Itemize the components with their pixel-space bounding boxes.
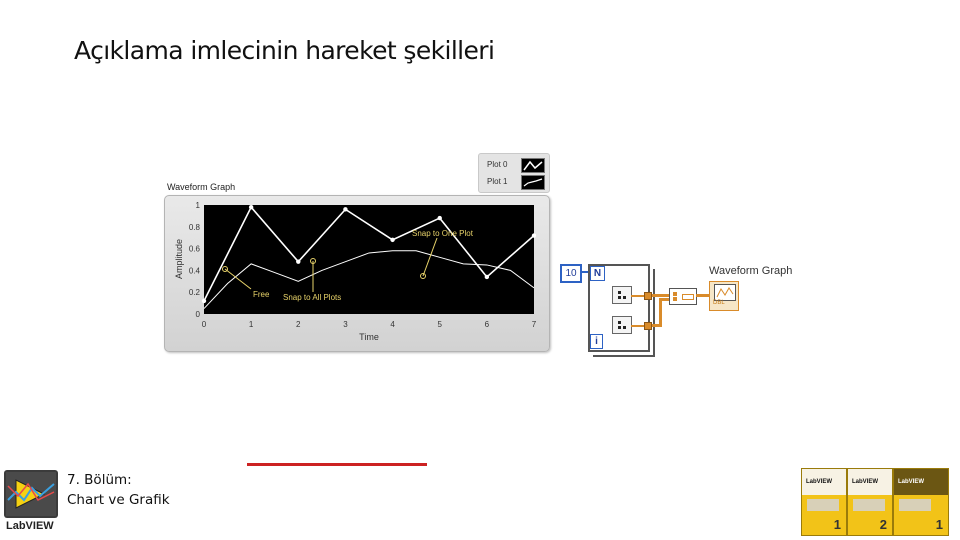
legend-row-plot0[interactable] [485,157,545,173]
labview-logo [4,470,58,534]
chapter-number: 7. Bölüm: [67,472,132,488]
waveform-graph-terminal[interactable] [709,281,739,311]
chapter-info [67,470,170,510]
data-point[interactable] [296,259,300,263]
book-number: 2 [879,517,887,532]
book-number: 1 [833,517,841,532]
x-tick-label: 2 [296,320,301,329]
array-wire[interactable] [659,298,669,301]
annotation-snap-all: Snap to All Plots [283,293,342,302]
book-cover[interactable] [893,468,949,536]
plot-legend[interactable] [478,153,550,193]
count-wire[interactable] [580,271,588,273]
y-axis-label: Amplitude [174,238,184,280]
random-number-icon[interactable] [612,316,632,334]
x-tick-label: 6 [484,320,490,329]
indicator-label: Waveform Graph [709,265,793,277]
x-tick-label: 3 [343,320,348,329]
x-tick-label: 5 [437,320,442,329]
plot0-swatch-icon[interactable] [521,158,545,173]
y-tick-label: 0.8 [188,222,200,232]
graph-label: Waveform Graph [167,182,236,192]
y-tick-label: 0.2 [188,288,200,298]
chapter-title: Chart ve Grafik [67,492,170,508]
y-tick-label: 0 [195,310,200,319]
legend-label-plot1: Plot 1 [487,177,508,186]
graph-wire[interactable] [696,294,709,297]
slide-title: Açıklama imlecinin hareket şekilleri [74,36,495,65]
count-terminal[interactable]: N [590,266,605,281]
logo-emblem-icon [4,470,58,518]
book-brand: LabVIEW [898,479,925,485]
output-tunnel[interactable] [644,292,652,300]
book-brand: LabVIEW [852,479,879,485]
x-tick-label: 0 [201,320,207,329]
x-axis-label: Time [359,332,379,342]
y-tick-label: 0.4 [188,266,200,276]
book-cover[interactable] [847,468,893,536]
plot1-swatch-icon[interactable] [521,175,545,190]
annotation-snap-one: Snap to One Plot [412,229,473,238]
data-point[interactable] [202,299,206,303]
data-point[interactable] [532,233,536,237]
data-point[interactable] [438,216,442,220]
legend-label-plot0: Plot 0 [487,160,508,169]
x-tick-label: 4 [390,320,395,329]
book-covers [801,468,948,534]
block-diagram [556,255,806,355]
indicator-type: DBL [713,300,725,306]
book-brand: LabVIEW [806,479,833,485]
data-point[interactable] [485,275,489,279]
data-point[interactable] [249,205,253,209]
iteration-terminal[interactable]: i [590,334,603,349]
data-point[interactable] [390,238,394,242]
book-number: 1 [935,517,943,532]
accent-divider [247,463,427,466]
annotation-free: Free [253,290,270,299]
array-wire[interactable] [652,294,669,297]
graph-svg[interactable] [165,196,549,351]
graph-screen-icon [714,284,736,301]
build-array-icon[interactable] [669,288,697,305]
x-tick-label: 1 [248,320,254,329]
y-tick-label: 1 [195,201,200,210]
output-tunnel[interactable] [644,322,652,330]
data-point[interactable] [343,207,347,211]
logo-text: LabVIEW [6,520,54,532]
waveform-graph[interactable] [164,195,550,352]
x-tick-label: 7 [531,320,537,329]
legend-row-plot1[interactable] [485,174,545,190]
y-tick-label: 0.6 [188,244,200,254]
loop-count-constant[interactable]: 10 [560,264,582,283]
for-loop[interactable] [588,264,650,352]
book-cover[interactable] [801,468,847,536]
array-wire[interactable] [659,298,662,327]
random-number-icon[interactable] [612,286,632,304]
